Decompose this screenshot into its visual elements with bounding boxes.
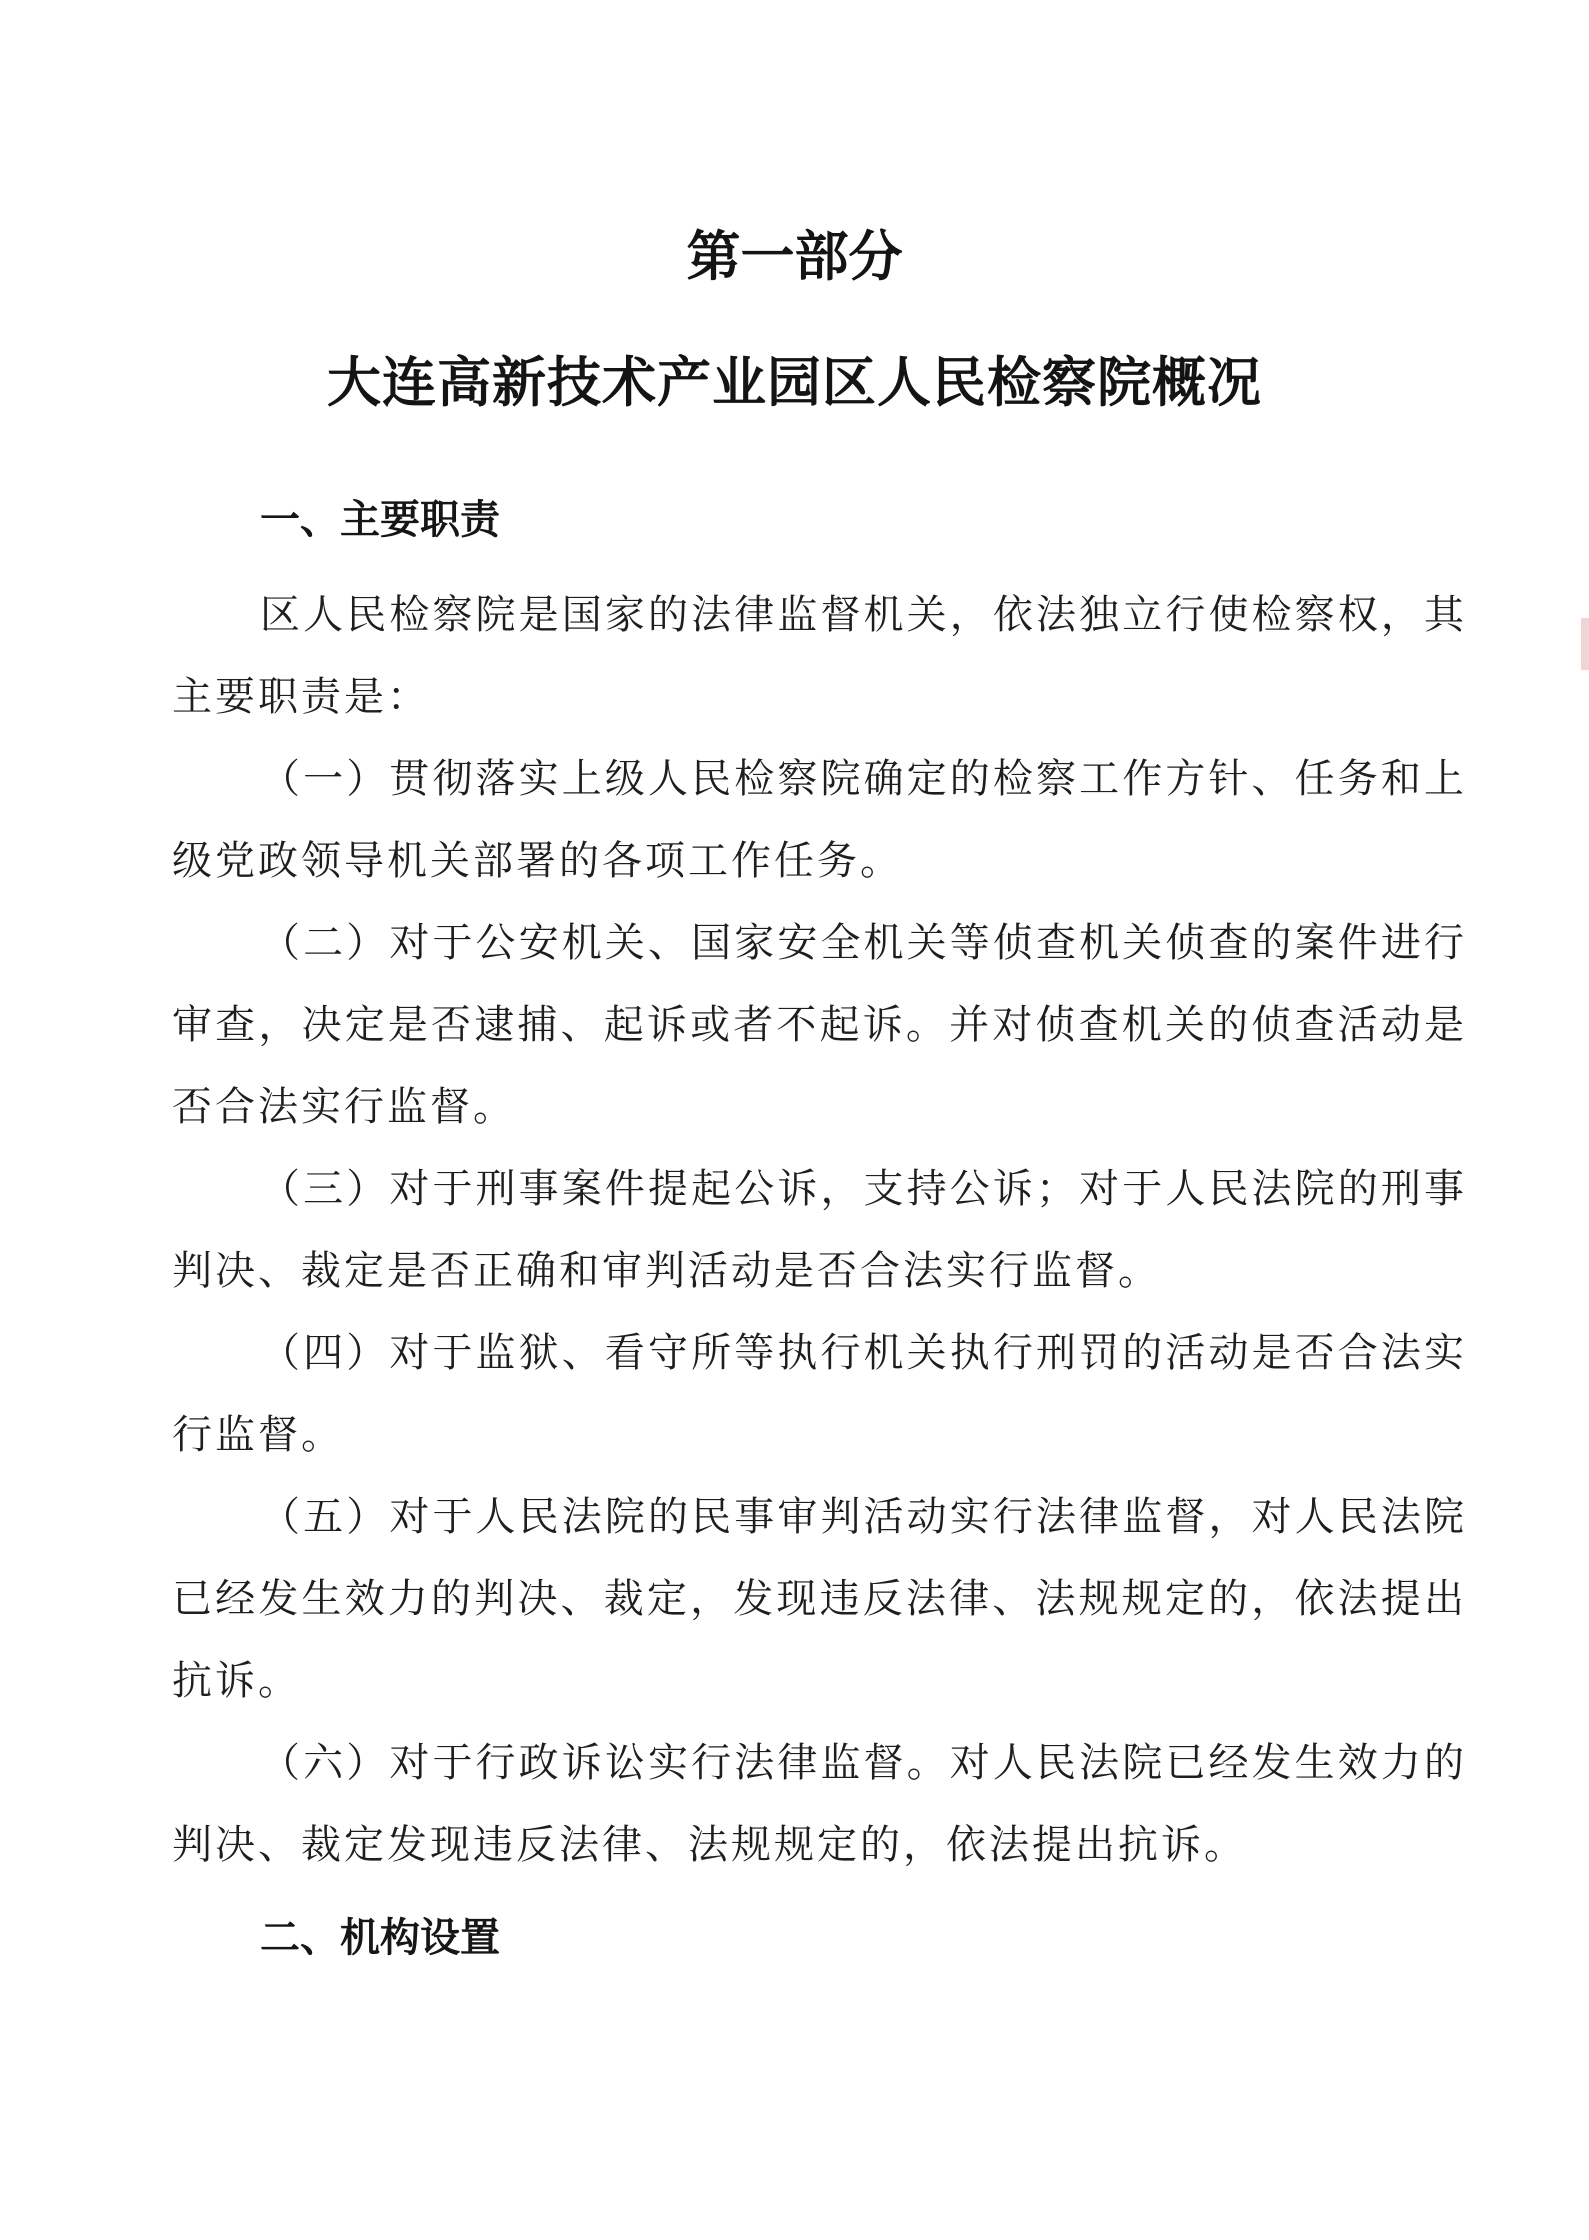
- paragraph-duty-5: （五）对于人民法院的民事审判活动实行法律监督，对人民法院已经发生效力的判决、裁定，发现违反法律、法规规定的，依法提出抗诉。: [172, 1494, 1467, 1704]
- paragraph-duty-4: （四）对于监狱、看守所等执行机关执行刑罚的活动是否合法实行监督。: [172, 1330, 1467, 1458]
- duties-body: [172, 574, 1467, 1886]
- section-heading-duties: 一、主要职责: [260, 497, 500, 543]
- section-heading-organization: 二、机构设置: [260, 1915, 500, 1961]
- main-title: 大连高新技术产业园区人民检察院概况: [327, 351, 1262, 414]
- paragraph-duty-2: （二）对于公安机关、国家安全机关等侦查机关侦查的案件进行审查，决定是否逮捕、起诉或者不起诉。并对侦查机关的侦查活动是否合法实行监督。: [172, 920, 1467, 1130]
- paragraph-duty-3: （三）对于刑事案件提起公诉，支持公诉；对于人民法院的刑事判决、裁定是否正确和审判活动是否合法实行监督。: [172, 1166, 1467, 1294]
- paragraph-duty-6: （六）对于行政诉讼实行法律监督。对人民法院已经发生效力的判决、裁定发现违反法律、法规规定的，依法提出抗诉。: [172, 1740, 1467, 1868]
- part-title: 第一部分: [686, 225, 903, 288]
- paragraph-intro: 区人民检察院是国家的法律监督机关，依法独立行使检察权，其主要职责是：: [172, 592, 1467, 720]
- paragraph-duty-1: （一）贯彻落实上级人民检察院确定的检察工作方针、任务和上级党政领导机关部署的各项工作任务。: [172, 756, 1467, 884]
- scan-edge-mark: [1581, 618, 1589, 670]
